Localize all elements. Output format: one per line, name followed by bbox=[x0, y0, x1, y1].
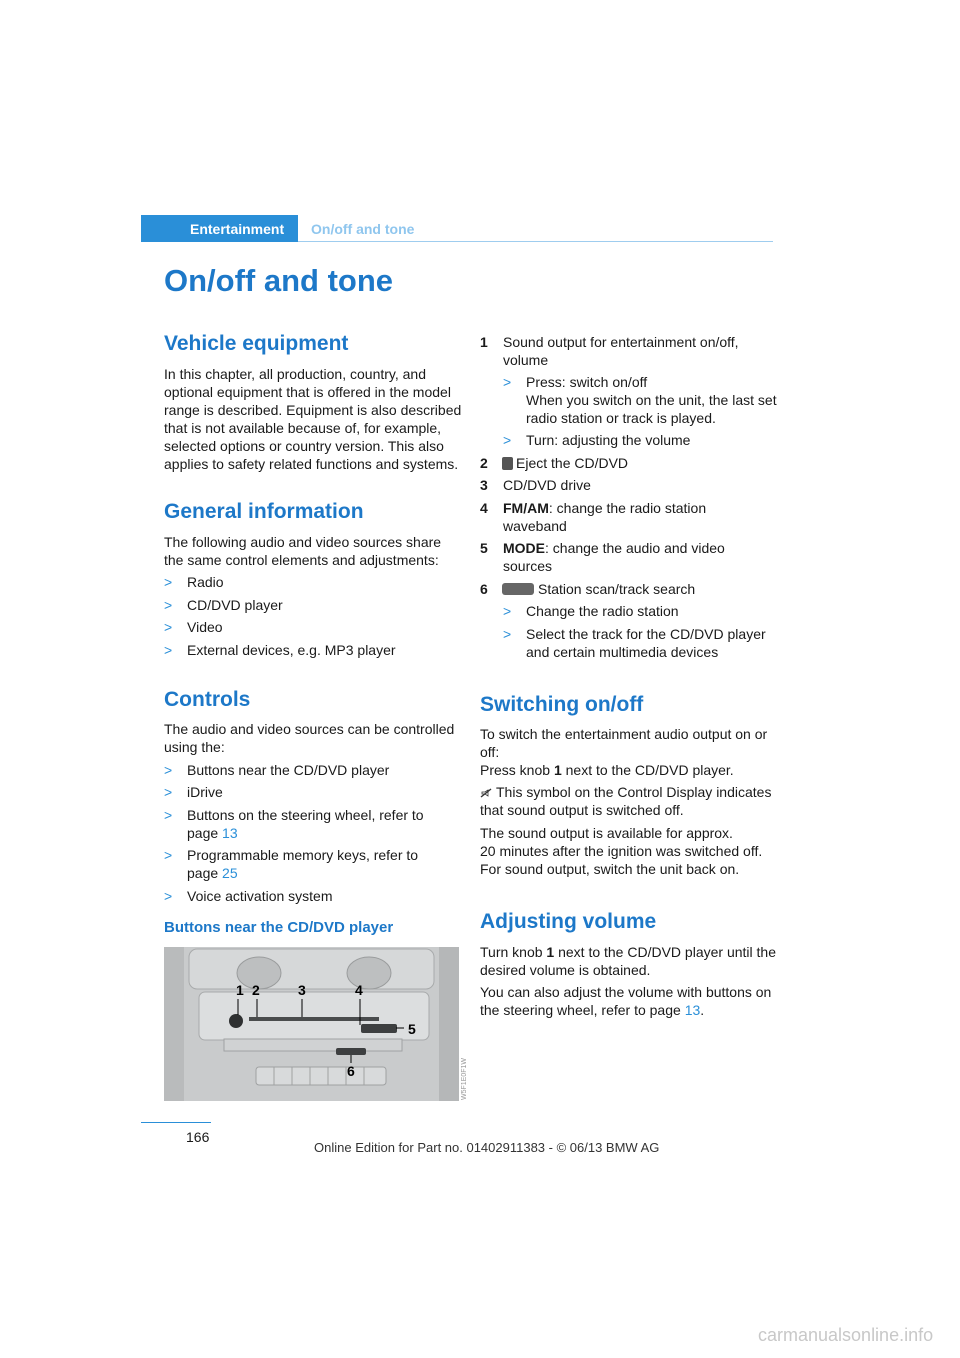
text-fragment: Turn knob bbox=[480, 944, 547, 960]
list-item bbox=[503, 373, 783, 427]
text-fragment: Press knob bbox=[480, 762, 554, 778]
bullet-marker: > bbox=[164, 847, 173, 863]
list-item-text: Turn: adjusting the volume bbox=[526, 432, 691, 448]
callout-5: 5 bbox=[408, 1021, 416, 1037]
seek-icon bbox=[502, 583, 534, 595]
legend-number: 1 bbox=[480, 334, 488, 350]
text-line: The following audio and video sources share bbox=[164, 534, 442, 550]
legend-text bbox=[503, 333, 739, 369]
legend-line: waveband bbox=[503, 518, 567, 534]
text-line: using the: bbox=[164, 739, 225, 755]
volume-text-2 bbox=[480, 983, 771, 1019]
legend-line: volume bbox=[503, 352, 549, 368]
list-item-text: iDrive bbox=[187, 784, 223, 800]
callout-4: 4 bbox=[355, 982, 363, 998]
legend-line: Eject the CD/DVD bbox=[516, 455, 629, 471]
heading-switching-on-off: Switching on/off bbox=[480, 693, 644, 716]
heading-controls: Controls bbox=[164, 688, 251, 711]
switching-symbol-text bbox=[480, 783, 771, 819]
legend-number: 2 bbox=[480, 455, 488, 471]
text-line: For sound output, switch the unit back on. bbox=[480, 861, 740, 877]
list-item-line: Press: switch on/off bbox=[526, 374, 648, 390]
button-label-mode: MODE bbox=[503, 540, 545, 556]
section-tab bbox=[141, 215, 298, 242]
list-item-line: page bbox=[187, 825, 223, 841]
text-line: You can also adjust the volume with buttons on bbox=[480, 984, 772, 1000]
bullet-marker: > bbox=[164, 807, 173, 823]
bullet-marker: > bbox=[164, 597, 173, 613]
vehicle-equipment-text bbox=[164, 365, 461, 473]
volume-text-1 bbox=[480, 943, 776, 979]
legend-text bbox=[502, 454, 628, 472]
legend-text bbox=[502, 580, 695, 598]
text-line: that sound output is switched off. bbox=[480, 802, 684, 818]
legend-text: CD/DVD drive bbox=[503, 477, 591, 493]
text-line: To switch the entertainment audio output on or bbox=[480, 726, 768, 742]
bullet-marker: > bbox=[164, 642, 173, 658]
list-item-text: Buttons near the CD/DVD player bbox=[187, 762, 390, 778]
list-item-line: Buttons on the steering wheel, refer to bbox=[187, 807, 424, 823]
page-link[interactable]: 13 bbox=[684, 1002, 701, 1018]
header-rule bbox=[298, 241, 773, 242]
list-item-line: page bbox=[187, 865, 223, 881]
heading-adjusting-volume: Adjusting volume bbox=[480, 910, 657, 933]
switching-text bbox=[480, 725, 767, 779]
legend-text bbox=[503, 539, 725, 575]
list-item-line: Programmable memory keys, refer to bbox=[187, 847, 419, 863]
footer-edition: Online Edition for Part no. 01402911383 - © 06/13 BMW AG bbox=[314, 1140, 660, 1155]
text-line bbox=[480, 761, 767, 779]
list-item-text: Radio bbox=[187, 574, 224, 590]
bullet-marker: > bbox=[164, 762, 173, 778]
list-item bbox=[503, 625, 783, 661]
legend-number: 4 bbox=[480, 500, 488, 516]
list-item-line: and certain multimedia devices bbox=[526, 644, 719, 660]
text-line bbox=[480, 943, 776, 961]
list-item-line: radio station or track is played. bbox=[526, 410, 716, 426]
watermark: carmanualsonline.info bbox=[758, 1325, 934, 1345]
legend-line: : change the radio station bbox=[548, 500, 707, 516]
list-item-text bbox=[187, 846, 418, 882]
text-fragment: . bbox=[700, 1002, 705, 1018]
text-line: that is not available because of, for example, bbox=[164, 420, 442, 436]
text-line: desired volume is obtained. bbox=[480, 962, 651, 978]
text-line: optional equipment that is offered in the model bbox=[164, 384, 451, 400]
list-item-text bbox=[526, 373, 777, 427]
subsection-label: On/off and tone bbox=[311, 221, 415, 237]
button-label-fm-am: FM/AM bbox=[503, 500, 549, 516]
heading-buttons-near-player: Buttons near the CD/DVD player bbox=[164, 919, 394, 936]
photo-code: W5F1E0F1W bbox=[461, 1057, 468, 1100]
legend-number: 6 bbox=[480, 581, 488, 597]
text-line: In this chapter, all production, country, and bbox=[164, 366, 427, 382]
cd-player-photo bbox=[164, 947, 459, 1101]
callout-1: 1 bbox=[236, 982, 244, 998]
general-info-text bbox=[164, 533, 441, 569]
text-fragment: next to the CD/DVD player until the bbox=[554, 944, 776, 960]
legend-line: : change the audio and video bbox=[545, 540, 725, 556]
eject-icon bbox=[502, 457, 513, 470]
heading-general-information: General information bbox=[164, 500, 364, 523]
section-label: Entertainment bbox=[190, 221, 285, 237]
list-item-text: Video bbox=[187, 619, 223, 635]
callout-2: 2 bbox=[252, 982, 260, 998]
bullet-marker: > bbox=[503, 432, 512, 448]
text-line: selected options or country version. This also bbox=[164, 438, 444, 454]
bullet-marker: > bbox=[164, 784, 173, 800]
knob-number: 1 bbox=[546, 944, 555, 960]
text-line: 20 minutes after the ignition was switched off. bbox=[480, 843, 763, 859]
text-fragment: the steering wheel, refer to page bbox=[480, 1002, 685, 1018]
list-item-text: Voice activation system bbox=[187, 888, 333, 904]
heading-vehicle-equipment: Vehicle equipment bbox=[164, 332, 349, 355]
text-line: range is described. Equipment is also described bbox=[164, 402, 462, 418]
page-link[interactable]: 25 bbox=[222, 865, 238, 881]
switching-duration-text bbox=[480, 824, 762, 878]
bullet-marker: > bbox=[164, 619, 173, 635]
bullet-marker: > bbox=[503, 603, 512, 619]
bullet-marker: > bbox=[164, 888, 173, 904]
text-line: The audio and video sources can be controlled bbox=[164, 721, 455, 737]
bullet-marker: > bbox=[164, 574, 173, 590]
text-line bbox=[480, 783, 771, 801]
list-item-text: External devices, e.g. MP3 player bbox=[187, 642, 396, 658]
page-number: 166 bbox=[186, 1129, 210, 1145]
text-line: the same control elements and adjustments: bbox=[164, 552, 439, 568]
legend-line: Station scan/track search bbox=[538, 581, 696, 597]
text-line: The sound output is available for approx. bbox=[480, 825, 733, 841]
legend-line: sources bbox=[503, 558, 553, 574]
callout-3: 3 bbox=[298, 982, 306, 998]
list-item-line: Select the track for the CD/DVD player bbox=[526, 626, 766, 642]
callout-6: 6 bbox=[347, 1063, 355, 1079]
list-item-text: Change the radio station bbox=[526, 603, 679, 619]
list-item-text bbox=[187, 806, 424, 842]
page-link[interactable]: 13 bbox=[222, 825, 238, 841]
legend-number: 5 bbox=[480, 540, 488, 556]
list-item-line: When you switch on the unit, the last set bbox=[526, 392, 777, 408]
text-fragment: This symbol on the Control Display indicates bbox=[496, 784, 772, 800]
knob-number: 1 bbox=[553, 762, 562, 778]
page-title: On/off and tone bbox=[164, 263, 394, 298]
bullet-marker: > bbox=[503, 374, 512, 390]
sound-off-icon bbox=[480, 788, 492, 798]
list-item-text: CD/DVD player bbox=[187, 597, 283, 613]
legend-line: Sound output for entertainment on/off, bbox=[503, 334, 739, 350]
text-fragment: next to the CD/DVD player. bbox=[561, 762, 734, 778]
text-line: applies to safety related functions and systems. bbox=[164, 456, 459, 472]
page-number-rule bbox=[141, 1122, 211, 1123]
bullet-marker: > bbox=[503, 626, 512, 642]
controls-text bbox=[164, 720, 454, 756]
legend-text bbox=[503, 499, 706, 535]
text-line bbox=[480, 1001, 771, 1019]
legend-number: 3 bbox=[480, 477, 488, 493]
list-item-text bbox=[526, 625, 766, 661]
text-line: off: bbox=[480, 744, 500, 760]
